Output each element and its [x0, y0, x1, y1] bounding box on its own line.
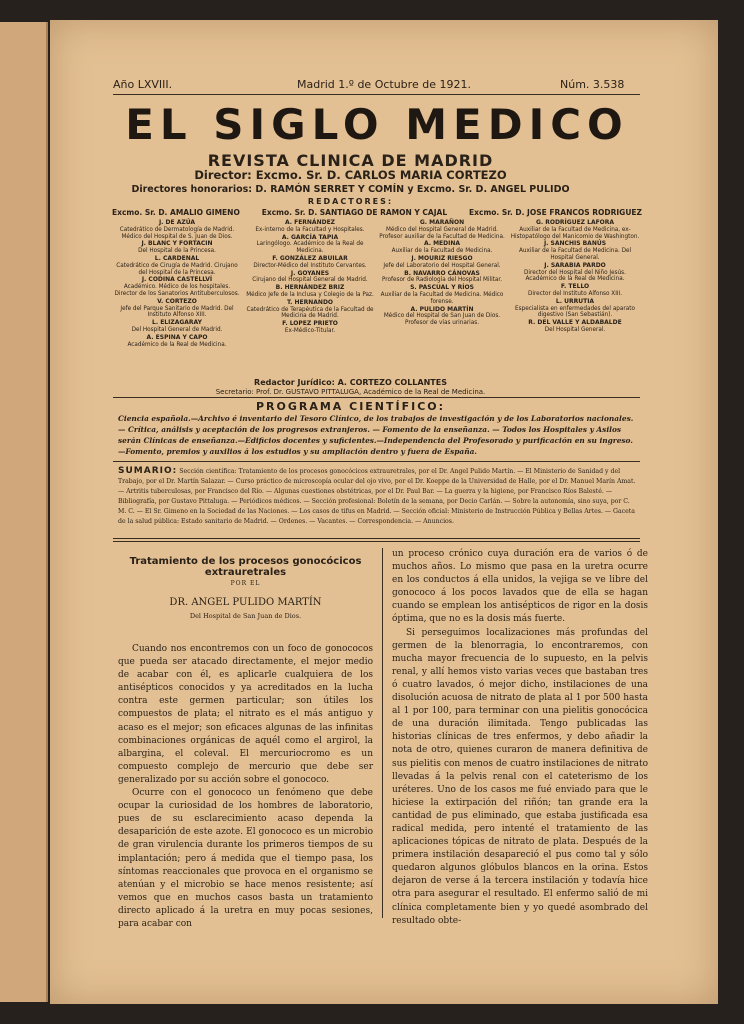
editor-name: L. ELIZAGARAY: [152, 319, 202, 327]
sumario: [118, 466, 640, 527]
editor-desc: Catedrático de Cirugía de Madrid. Cirujano del Hospital de la Princesa.: [116, 262, 238, 276]
editor-desc: Académico de la Real de Medicina.: [127, 341, 227, 348]
editor-name: A. PULIDO MARTÍN: [410, 305, 474, 313]
paragraph: Ocurre con el gonococo un fenómeno que debe ocupar la curiosidad de los hombres de laboratorio, pues de su esclarecimiento acaso dependa la desaparición de este azote. El gonococo es un microbio de gran virulencia durante los primeros tiempos de su implantación; pero á medida que el tiempo pasa, los síntomas reaccionales que provoca en el organismo se atenúan y el microbio se hace menos resistente; así vemos que en muchos casos basta un tratamiento directo aplicado á la uretra en muy pocas sesiones, para acabar con: [118, 788, 373, 929]
editor-desc: Laringólogo. Académico de la Real de Medicina.: [256, 241, 364, 255]
sumario-bottom-rule-2: [113, 541, 640, 542]
editor-desc: Auxiliar de la Facultad de Medicina, ex-Histopatólogo del Manicomio de Washington.: [510, 226, 640, 240]
sumario-text: Sección científica: Tratamiento de los procesos gonocócicos extrauretrales, por el Dr. Angel Pulido Martín. — El Ministerio de Sanidad y del Trabajo, por el Dr. Martín Salazar. — Curso práctico de microscopía ocular del ojo vivo, por el Dr. Koeppe de la Universidad de Halle, por el Dr. Manuel Marín Amat. — Artritis tuberculosas, por Francisco del Río. — Algunas cuestiones obstétricas, por el Dr. Paul Bar. — La guerra y la higiene, por Francisco Ríos Balesté. — Bibliografía, por Gustavo Pittaluga. — Periódicos médicos. — Sección profesional: Boletín de la semana, por Decio Carlán. — Sobre la autonomía, sino suya, por C. M. C. — El Sr. Gimeno en la Sociedad de las Naciones. — Los casos de tifus en Madrid. — Sección oficial: Ministerio de Instrucción Pública y Bellas Artes. — Gaceta de la salud pública: Estado sanitario de Madrid. — Ordenes. — Vacantes. — Correspondencia. — Anuncios.: [118, 468, 636, 525]
editors-column-1: [112, 220, 242, 349]
editor-desc: Especialista en enfermedades del aparato digestivo (San Sebastián).: [515, 305, 635, 319]
sumario-bottom-rule: [113, 538, 640, 539]
editors-column-3: [376, 220, 508, 328]
editor-name: J. DE AZÚA: [158, 219, 196, 226]
programa-text: Ciencia española.—Archivo é inventario del Tesoro Clínico, de los trabajos de investigación y de los Laboratorios nacionales.— Crítica, análisis y aceptación de los progresos extranjeros. — Fomento de la enseñanza. — Todos los Hospitales y Asilos serán Clínicas de enseñanza.—Edificios docentes y suficientes.—Independencia del Profesorado y purificación en su ingreso.—Fomento, premios y auxilios á los estudios y su ampliación dentro y fuera de España.: [118, 414, 634, 456]
editor-desc: Auxiliar de la Facultad de Medicina.: [391, 248, 493, 255]
editor-desc: Profesor de Radiología del Hospital Militar.: [381, 277, 503, 284]
paragraph: un proceso crónico cuya duración era de varios ó de muchos años. Lo mismo que pasa en la uretra ocurre en los conductos á ella unidos, la vejiga se ve libre del gonococo á los pocos lavados que de ella se hagan cuando se emplean los antisépticos de rigor en la dosis óptima, que no es la dosis más fuerte.: [392, 549, 648, 625]
editor-name: F. GONZÁLEZ ABUILAR: [272, 254, 348, 262]
masthead-subtitle: REVISTA CLINICA DE MADRID: [207, 151, 494, 170]
editor-desc: Ex-Médico-Titular.: [284, 327, 336, 334]
programa-bottom-rule: [113, 461, 640, 462]
editors-label: REDACTORES:: [307, 197, 394, 206]
editor-desc: Director-Médico del Instituto Cervantes.: [253, 262, 367, 269]
editor-name: V. CORTEZO: [157, 297, 197, 305]
editor-head: Excmo. Sr. D. AMALIO GIMENO: [112, 208, 240, 217]
editor-name: J. GOYANES: [290, 269, 330, 277]
editor-name: G. RODRÍGUEZ LAFORA: [535, 219, 615, 226]
honorary-directors: Directores honorarios: D. RAMÓN SERRET Y COMÍN y Excmo. Sr. D. ANGEL PULIDO: [131, 184, 570, 195]
previous-page-edge: [0, 22, 48, 1002]
director-line: Director: Excmo. Sr. D. CARLOS MARIA CORTEZO: [194, 168, 507, 182]
editor-name: A. FERNÁNDEZ: [284, 219, 336, 226]
editor-name: A. GARCÍA TAPIA: [281, 233, 339, 241]
editor-name: L. CARDENAL: [154, 254, 200, 262]
editor-name: J. MOURIZ RIESGO: [411, 254, 473, 262]
editor-name: S. PASCUAL Y RÍOS: [410, 284, 474, 292]
editor-desc: Médico Jefe de la Inclusa y Colegio de la Paz.: [246, 291, 374, 298]
editor-desc: Médico del Hospital de San Juan de Dios. Profesor de vías urinarias.: [383, 313, 501, 327]
editor-desc: Director del Hospital del Niño Jesús. Académico de la Real de Medicina.: [524, 269, 626, 283]
column-divider: [382, 548, 383, 918]
issue-year: Año LXVIII.: [113, 78, 173, 91]
editor-name: G. MARAÑON: [419, 219, 465, 226]
sumario-label: SUMARIO:: [118, 466, 178, 476]
editor-desc: Médico del Hospital General de Madrid. Profesor auxiliar de la Facultad de Medicina.: [379, 226, 505, 240]
editor-name: J. BLANC Y FORTACIN: [141, 240, 213, 248]
article-by: POR EL: [230, 580, 261, 587]
editor-name: J. SARABIA PARDO: [544, 261, 606, 269]
paragraph: Si perseguimos localizaciones más profundas del germen de la blenorragia, lo encontraremos, con mucha mayor frecuencia de lo supuesto, en la pelvis renal, y allí hemos visto varias veces que bastaban tres ó cuatro lavados, ó mejor dicho, instilaciones de una disolución acuosa de nitrato de plata al 1 por 500 hasta al 1 por 100, para terminar con una pielitis gonocócica de una duración ilimitada. Tengo publicadas las historias clínicas de tres enfermos, y debo añadir la nota de otro, quienes curaron de manera definitiva de sus pielitis con menos de cuatro instilaciones de nitrato llevadas á la pelvis renal con el cateterismo de los uréteres. Uno de los casos me fué enviado para que le hiciese la extirpación del riñón; tan grande era la cantidad de pus eliminado, que estaba justificada esa radical medida, pero intenté el tratamiento de las aplicaciones tópicas de nitrato de plata. Después de la primera instilación desapareció el pus como tal y sólo quedaron algunos glóbulos blancos en la orina. Estos dejaron de verse á la tercera instilación y todavía hice otra para asegurar el resultado. El enfermo salió de mi clínica completamente bien y yo quedé asombrado del resultado obte-: [392, 627, 648, 926]
editor-desc: Del Hospital de la Princesa.: [138, 248, 216, 255]
programa-top-rule: [113, 397, 640, 398]
editor-name: R. DEL VALLE Y ALDABALDE: [528, 319, 622, 327]
programa-title: PROGRAMA CIENTÍFICO:: [255, 400, 446, 413]
editor-name: F. TELLO: [560, 283, 590, 291]
article-affiliation: Del Hospital de San Juan de Dios.: [189, 612, 302, 620]
editor-desc: Catedrático de Terapéutica de la Facultad de Medicina de Madrid.: [246, 306, 374, 320]
editor-name: L. URRUTIA: [555, 297, 595, 305]
editor-desc: Del Hospital General.: [544, 326, 606, 333]
article-left-column: [118, 643, 373, 931]
editor-name: F. LOPEZ PRIETO: [282, 320, 338, 328]
editor-desc: Del Hospital General de Madrid.: [131, 326, 223, 333]
editor-name: B. NAVARRO CÁNOVAS: [404, 269, 480, 277]
editor-name: J. CODINA CASTELLVÍ: [141, 276, 213, 284]
editor-name: A. ESPINA Y CAPO: [146, 333, 208, 341]
editors-column-4: [510, 220, 640, 335]
secretary: Secretario: Prof. Dr. GUSTAVO PITTALUGA, Académico de la Real de Medicina.: [215, 388, 486, 396]
editor-name: J. SANCHIS BANÚS: [543, 240, 607, 248]
editor-head: Excmo. Sr. D. JOSE FRANCOS RODRIGUEZ: [469, 208, 642, 217]
header-rule: [113, 94, 640, 95]
juridical-editor: Redactor Jurídico: A. CORTEZO COLLANTES: [254, 378, 447, 387]
issue-date: Madrid 1.º de Octubre de 1921.: [297, 78, 471, 91]
issue-number: Núm. 3.538: [560, 78, 625, 91]
editor-desc: Director del Instituto Alfonso XIII.: [527, 290, 623, 297]
editor-name: B. HERNÁNDEZ BRIZ: [275, 284, 345, 292]
editor-desc: Académico. Médico de los hospitales. Director de los Sanatorios Antituberculosos.: [114, 284, 240, 297]
editor-desc: Auxiliar de la Facultad de Medicina. Médico forense.: [380, 291, 504, 305]
editors-column-2: [245, 220, 375, 336]
masthead-title: EL SIGLO MEDICO: [125, 100, 629, 149]
editor-desc: Jefe del Laboratorio del Hospital General.: [383, 262, 501, 269]
editor-desc: Ex-interno de la Facultad y Hospitales.: [255, 226, 365, 233]
paragraph: Cuando nos encontremos con un foco de gonococos que pueda ser atacado directamente, el mejor medio de acabar con él, es aplicarle cualquiera de los antisépticos conocidos y ya acreditados en la lucha contra este germen particular; son útiles los compuestos de plata; el nitrato es el más antiguo y acaso es el mejor; son eficaces algunas de las infinitas combinaciones orgánicas de aquél como el argirol, la albargina, el coleval. El mercuriocromo es un compuesto complejo de mercurio que debe ser generalizado por su acción sobre el gonococo.: [118, 644, 373, 785]
editor-desc: Jefe del Parque Sanitario de Madrid. Del Instituto Alfonso XIII.: [120, 305, 234, 319]
editor-name: T. HERNANDO: [286, 298, 334, 306]
editor-head: Excmo. Sr. D. SANTIAGO DE RAMON Y CAJAL: [261, 208, 448, 217]
editors-heads: [112, 208, 642, 217]
editor-desc: Cirujano del Hospital General de Madrid.: [252, 277, 368, 284]
editor-desc: Auxiliar de la Facultad de Medicina. Del Hospital General.: [518, 248, 632, 261]
article-right-column: [392, 548, 648, 928]
editor-desc: Catedrático de Dermatología de Madrid. Médico del Hospital de S. Juan de Dios.: [119, 226, 235, 240]
article-author: DR. ANGEL PULIDO MARTÍN: [169, 597, 322, 608]
article-title: Tratamiento de los procesos gonocócicos extrauretrales: [129, 556, 362, 578]
editor-name: A. MEDINA: [423, 240, 461, 248]
